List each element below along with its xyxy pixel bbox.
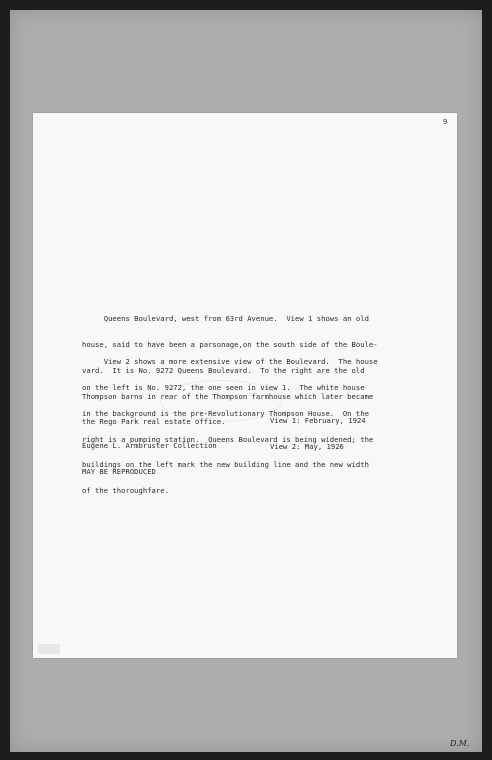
text-line: in the background is the pre-Revolutionary Thompson House. On the (82, 408, 369, 418)
reproduction-note: MAY BE REPRODUCED (82, 466, 156, 476)
text-line: vard. It is No. 9272 Queens Boulevard. To the right are the old (82, 365, 365, 375)
text-line: buildings on the left mark the new building line and the new width (82, 460, 369, 470)
text-line: on the left is No. 9272, the one seen in view 1. The white house (82, 382, 365, 392)
text-line: Thompson barns in rear of the Thompson farmhouse which later became (82, 391, 374, 401)
text-line: house, said to have been a parsonage,on the south side of the Boule- (82, 339, 378, 349)
text-line: right is a pumping station. Queens Boulevard is being widened; the (82, 434, 374, 444)
collection-credit (82, 425, 217, 485)
collection-name: Eugene L. Armbruster Collection (82, 441, 217, 451)
text-line: Queens Boulevard, west from 63rd Avenue. View 1 shows an old (82, 314, 369, 324)
text-line: View 2 shows a more extensive view of the Boulevard. The house (82, 357, 378, 367)
text-line: the Rego Park real estate office. (82, 417, 226, 427)
view-dates (270, 400, 366, 460)
view-1-date: View 1: February, 1924 (270, 416, 366, 426)
view-2-date: View 2: May, 1926 (270, 441, 344, 451)
faint-stamp-mark (38, 644, 60, 654)
page-number: 9 (443, 118, 448, 126)
handwritten-initials: D.M. (450, 739, 470, 748)
text-line: of the thoroughfare. (82, 486, 169, 496)
